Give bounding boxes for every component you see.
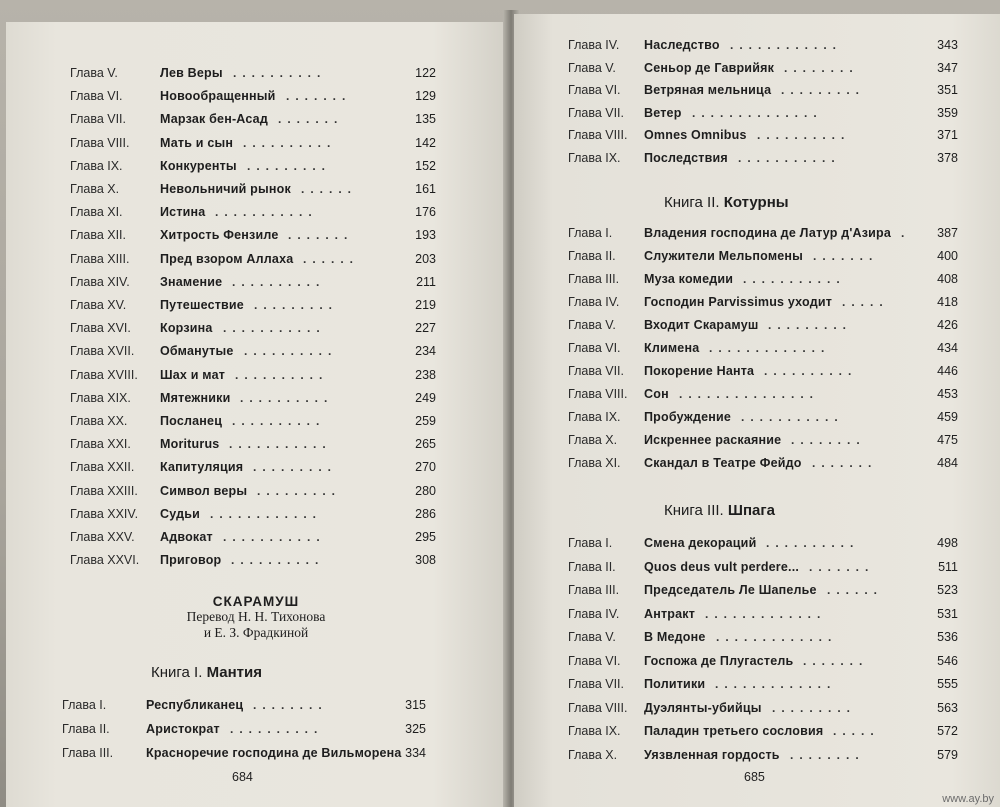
toc-chapter-label: Глава II. (568, 249, 616, 263)
toc-chapter-label: Глава XXIV. (70, 506, 139, 521)
book-3-prefix: Книга III. (664, 502, 724, 519)
book-2-heading (664, 194, 789, 211)
toc-title: Уязвленная гордость (644, 747, 780, 762)
toc-entry (568, 697, 958, 719)
toc-leader-dots: ......... (247, 158, 332, 173)
toc-entry (70, 108, 436, 130)
toc-chapter-label: Глава XXVI. (70, 553, 140, 568)
toc-leader-dots: ........... (743, 272, 846, 286)
toc-entry (568, 603, 958, 625)
toc-page-number: 387 (937, 226, 958, 240)
toc-page-number: 122 (415, 66, 436, 80)
toc-chapter-label: Глава VIII. (568, 700, 628, 715)
toc-leader-dots: .......... (232, 274, 326, 289)
toc-entry (568, 673, 958, 695)
toc-leader-dots: ............. (715, 677, 837, 691)
toc-chapter-label: Глава X. (568, 433, 618, 447)
toc-title: Искреннее раскаяние (644, 433, 782, 447)
book-1-heading (151, 664, 262, 681)
toc-chapter-label: Глава IV. (568, 606, 620, 621)
toc-page-number: 259 (415, 414, 436, 428)
toc-page-number: 475 (937, 433, 958, 447)
toc-entry (568, 124, 958, 146)
toc-entry (70, 503, 436, 525)
toc-title: Мать и сын (160, 135, 234, 150)
toc-leader-dots: ............ (730, 38, 843, 52)
toc-chapter-label: Глава VII. (568, 364, 624, 378)
toc-chapter-label: Глава VII. (568, 105, 624, 120)
toc-leader-dots: .......... (233, 66, 327, 80)
toc-entry (568, 720, 958, 742)
toc-title: Смена декораций (644, 536, 757, 550)
toc-chapter-label: Глава III. (62, 746, 114, 760)
toc-entry (70, 340, 436, 362)
toc-chapter-label: Глава V. (568, 318, 616, 332)
toc-entry (62, 694, 426, 716)
toc-leader-dots: ............. (705, 606, 827, 621)
toc-entry (568, 626, 958, 648)
toc-chapter-label: Глава IX. (568, 150, 621, 165)
toc-entry (70, 480, 436, 502)
toc-leader-dots: ........... (738, 150, 841, 165)
toc-chapter-label: Глава I. (568, 536, 613, 550)
toc-leader-dots: ....... (809, 559, 875, 574)
toc-title: Omnes Omnibus (644, 128, 747, 142)
toc-title: Quos deus vult perdere... (644, 559, 800, 574)
toc-title: Антракт (644, 606, 696, 621)
toc-title: Moriturus (160, 437, 220, 452)
toc-page-number: 536 (937, 630, 958, 644)
toc-entry (568, 452, 958, 474)
book-3-name: Шпага (727, 502, 775, 519)
toc-leader-dots: .......... (232, 414, 326, 428)
toc-title: Республиканец (146, 698, 244, 712)
toc-entry (70, 317, 436, 339)
toc-leader-dots: ....... (278, 112, 344, 127)
toc-leader-dots: ............. (709, 341, 831, 355)
toc-leader-dots: ..... (842, 295, 889, 309)
toc-chapter-label: Глава XIII. (70, 251, 130, 266)
toc-entry (70, 85, 436, 107)
toc-leader-dots: ....... (813, 249, 879, 263)
toc-entry (568, 360, 958, 382)
toc-chapter-label: Глава VI. (568, 83, 621, 97)
toc-entry (568, 222, 958, 244)
toc-chapter-label: Глава VIII. (568, 387, 628, 401)
toc-page-number: 315 (405, 698, 426, 712)
toc-title: Сеньор де Гаврийяк (644, 60, 775, 75)
toc-chapter-label: Глава I. (568, 226, 613, 240)
toc-chapter-label: Глава I. (62, 698, 107, 712)
toc-page-number: 378 (937, 150, 958, 165)
toc-leader-dots: .......... (764, 364, 858, 378)
book-2-name: Котурны (723, 194, 789, 211)
toc-entry (568, 34, 958, 56)
book-2-prefix: Книга II. (664, 194, 720, 211)
toc-entry (568, 337, 958, 359)
toc-chapter-label: Глава IV. (568, 38, 620, 52)
toc-leader-dots: .......... (230, 722, 324, 736)
toc-page-number: 408 (937, 272, 958, 286)
toc-page-number: 142 (415, 135, 436, 150)
toc-leader-dots: . (901, 226, 911, 240)
toc-leader-dots: ........ (791, 433, 866, 447)
toc-page-number: 135 (415, 112, 436, 127)
toc-entry (568, 57, 958, 79)
toc-entry (62, 742, 426, 764)
toc-chapter-label: Глава V. (568, 60, 616, 75)
toc-chapter-label: Глава IX. (568, 724, 621, 738)
toc-entry (70, 155, 436, 177)
toc-page-number: 295 (415, 530, 436, 544)
toc-chapter-label: Глава VIII. (70, 135, 130, 150)
toc-page-number: 334 (405, 746, 426, 760)
toc-chapter-label: Глава VI. (70, 89, 123, 104)
toc-leader-dots: .......... (244, 344, 338, 359)
toc-title: Посланец (160, 414, 223, 428)
toc-chapter-label: Глава VI. (568, 653, 621, 668)
toc-leader-dots: ...... (301, 182, 358, 196)
toc-leader-dots: ..... (833, 724, 880, 738)
novel-title-block (156, 594, 356, 641)
toc-entry (568, 406, 958, 428)
toc-title: Судьи (160, 506, 200, 521)
toc-leader-dots: .......... (766, 536, 860, 550)
toc-page-number: 546 (937, 653, 958, 668)
toc-page-number: 531 (937, 606, 958, 621)
toc-title: Приговор (160, 553, 222, 568)
toc-entry (70, 132, 436, 154)
toc-leader-dots: ....... (812, 456, 878, 470)
toc-leader-dots: ........ (784, 60, 859, 75)
toc-entry (568, 383, 958, 405)
toc-page-number: 371 (937, 128, 958, 142)
toc-title: Владения господина де Латур д'Азира (644, 226, 892, 240)
toc-title: Климена (644, 341, 700, 355)
toc-entry (568, 291, 958, 313)
toc-title: Марзак бен-Асад (160, 112, 268, 127)
toc-chapter-label: Глава XV. (70, 298, 127, 312)
toc-entry (568, 429, 958, 451)
toc-entry (70, 248, 436, 270)
toc-leader-dots: ........... (229, 437, 332, 452)
toc-entry (70, 201, 436, 223)
toc-entry (70, 178, 436, 200)
book-1-prefix: Книга I. (151, 664, 203, 681)
translation-line-2: и Е. З. Фрадкиной (203, 625, 309, 640)
toc-entry (70, 549, 436, 571)
toc-page-number: 193 (415, 228, 436, 243)
toc-leader-dots: ....... (286, 89, 352, 104)
toc-leader-dots: .......... (231, 553, 325, 568)
toc-page-number: 176 (415, 205, 436, 220)
book-3-heading (664, 502, 775, 519)
toc-page-number: 238 (415, 367, 436, 382)
watermark: www.ay.by (942, 793, 994, 805)
toc-leader-dots: ...... (827, 583, 884, 597)
toc-page-number: 325 (405, 722, 426, 736)
toc-title: Мятежники (160, 390, 231, 405)
toc-title: Покорение Нанта (644, 364, 755, 378)
toc-entry (70, 410, 436, 432)
toc-title: Шах и мат (160, 367, 226, 382)
toc-entry (70, 526, 436, 548)
toc-entry (62, 718, 426, 740)
toc-leader-dots: ....... (803, 653, 869, 668)
toc-chapter-label: Глава X. (568, 747, 618, 762)
toc-chapter-label: Глава VII. (70, 112, 126, 127)
toc-chapter-label: Глава V. (568, 630, 616, 644)
left-page (6, 22, 508, 807)
toc-title: Невольничий рынок (160, 182, 291, 196)
toc-page-number: 270 (415, 460, 436, 475)
toc-chapter-label: Глава X. (70, 182, 120, 196)
toc-page-number: 453 (937, 387, 958, 401)
toc-page-number: 511 (938, 559, 958, 574)
toc-chapter-label: Глава XI. (70, 205, 123, 220)
toc-page-number: 211 (416, 274, 436, 289)
toc-page-number: 203 (415, 251, 436, 266)
translation-line-1: Перевод Н. Н. Тихонова (186, 609, 326, 624)
toc-page-number: 234 (415, 344, 436, 359)
toc-chapter-label: Глава XI. (568, 456, 621, 470)
toc-chapter-label: Глава XXII. (70, 460, 135, 475)
toc-chapter-label: Глава II. (568, 559, 616, 574)
toc-page-number: 308 (415, 553, 436, 568)
toc-leader-dots: ........... (215, 205, 318, 220)
toc-title: Пробуждение (644, 410, 732, 424)
toc-leader-dots: ........ (253, 698, 328, 712)
toc-title: Пред взором Аллаха (160, 251, 294, 266)
toc-chapter-label: Глава XVI. (70, 321, 131, 336)
toc-title: Обманутые (160, 344, 234, 359)
toc-chapter-label: Глава XXIII. (70, 483, 138, 498)
toc-page-number: 249 (415, 390, 436, 405)
toc-page-number: 286 (415, 506, 436, 521)
toc-title: Знамение (160, 274, 223, 289)
toc-page-number: 446 (937, 364, 958, 378)
toc-leader-dots: .......... (757, 128, 851, 142)
toc-page-number: 563 (937, 700, 958, 715)
toc-leader-dots: ........... (223, 530, 326, 544)
toc-chapter-label: Глава III. (568, 583, 620, 597)
toc-entry (70, 433, 436, 455)
toc-chapter-label: Глава XII. (70, 228, 126, 243)
toc-page-number: 572 (937, 724, 958, 738)
toc-page-number: 434 (937, 341, 958, 355)
toc-entry (70, 224, 436, 246)
toc-title: В Медоне (644, 630, 706, 644)
toc-page-number: 400 (937, 249, 958, 263)
toc-entry (568, 650, 958, 672)
toc-entry (568, 79, 958, 101)
toc-chapter-label: Глава VIII. (568, 128, 628, 142)
toc-title: Корзина (160, 321, 213, 336)
right-folio: 685 (744, 770, 765, 784)
toc-entry (70, 294, 436, 316)
toc-entry (568, 579, 958, 601)
toc-chapter-label: Глава XXV. (70, 530, 135, 544)
toc-page-number: 418 (937, 295, 958, 309)
toc-title: Сон (644, 387, 669, 401)
toc-title: Аристократ (146, 722, 220, 736)
toc-chapter-label: Глава VII. (568, 677, 624, 691)
toc-title: Новообращенный (160, 89, 276, 104)
toc-chapter-label: Глава VI. (568, 341, 621, 355)
toc-leader-dots: ............... (679, 387, 820, 401)
toc-title: Конкуренты (160, 158, 237, 173)
toc-title: Служители Мельпомены (644, 249, 804, 263)
toc-page-number: 523 (937, 583, 958, 597)
toc-leader-dots: .......... (240, 390, 334, 405)
toc-page-number: 359 (937, 105, 958, 120)
right-page (514, 14, 1000, 807)
toc-title: Председатель Ле Шапелье (644, 583, 817, 597)
toc-title: Лев Веры (160, 66, 223, 80)
toc-title: Паладин третьего сословия (644, 724, 824, 738)
toc-leader-dots: ........... (741, 410, 844, 424)
toc-leader-dots: ......... (257, 483, 342, 498)
toc-leader-dots: .............. (692, 105, 823, 120)
toc-entry (568, 268, 958, 290)
toc-leader-dots: .......... (243, 135, 337, 150)
toc-leader-dots: ............ (210, 506, 323, 521)
toc-leader-dots: ......... (768, 318, 853, 332)
toc-chapter-label: Глава IX. (70, 158, 123, 173)
toc-entry (70, 364, 436, 386)
toc-title: Путешествие (160, 298, 244, 312)
toc-chapter-label: Глава III. (568, 272, 620, 286)
toc-entry (568, 744, 958, 766)
toc-title: Хитрость Фензиле (160, 228, 279, 243)
toc-leader-dots: ....... (288, 228, 354, 243)
toc-title: Наследство (644, 38, 720, 52)
toc-leader-dots: ............. (716, 630, 838, 644)
toc-page-number: 265 (415, 437, 436, 452)
toc-title: Муза комедии (644, 272, 734, 286)
toc-page-number: 347 (937, 60, 958, 75)
toc-title: Ветер (644, 105, 682, 120)
toc-page-number: 351 (937, 83, 958, 97)
toc-leader-dots: ...... (303, 251, 360, 266)
toc-chapter-label: Глава XVII. (70, 344, 135, 359)
toc-leader-dots: ......... (253, 460, 338, 475)
toc-page-number: 161 (415, 182, 436, 196)
toc-page-number: 219 (415, 298, 436, 312)
novel-title: СКАРАМУШ (212, 594, 300, 609)
toc-entry (568, 314, 958, 336)
toc-title: Входит Скарамуш (644, 318, 759, 332)
toc-entry (568, 245, 958, 267)
toc-leader-dots: ........ (790, 747, 865, 762)
toc-title: Госпожа де Плугастель (644, 653, 794, 668)
toc-chapter-label: Глава XXI. (70, 437, 131, 452)
toc-leader-dots: .......... (235, 367, 329, 382)
toc-chapter-label: Глава II. (62, 722, 110, 736)
toc-leader-dots: ......... (254, 298, 339, 312)
toc-title: Истина (160, 205, 206, 220)
toc-entry (70, 62, 436, 84)
book-1-name: Мантия (206, 664, 262, 681)
toc-leader-dots: ......... (772, 700, 857, 715)
toc-page-number: 484 (937, 456, 958, 470)
toc-entry (568, 147, 958, 169)
toc-title: Адвокат (160, 530, 213, 544)
toc-chapter-label: Глава IX. (568, 410, 621, 424)
toc-entry (70, 387, 436, 409)
toc-page-number: 280 (415, 483, 436, 498)
toc-chapter-label: Глава XIV. (70, 274, 130, 289)
toc-page-number: 579 (937, 747, 958, 762)
toc-title: Господин Parvissimus уходит (644, 295, 833, 309)
toc-chapter-label: Глава XVIII. (70, 367, 138, 382)
toc-page-number: 555 (937, 677, 958, 691)
toc-chapter-label: Глава XX. (70, 414, 128, 428)
toc-entry (70, 271, 436, 293)
toc-chapter-label: Глава IV. (568, 295, 620, 309)
toc-title: Красноречие господина де Вильморена (146, 746, 402, 760)
toc-title: Капитуляция (160, 460, 244, 475)
toc-page-number: 227 (415, 321, 436, 336)
toc-chapter-label: Глава V. (70, 66, 118, 80)
toc-title: Скандал в Театре Фейдо (644, 456, 802, 470)
left-folio: 684 (232, 770, 253, 784)
toc-page-number: 498 (937, 536, 958, 550)
toc-title: Дуэлянты-убийцы (644, 700, 762, 715)
toc-title: Ветряная мельница (644, 83, 772, 97)
toc-page-number: 343 (937, 38, 958, 52)
toc-page-number: 152 (415, 158, 436, 173)
toc-leader-dots: ......... (781, 83, 866, 97)
toc-title: Символ веры (160, 483, 248, 498)
toc-entry (568, 532, 958, 554)
toc-title: Политики (644, 677, 706, 691)
toc-chapter-label: Глава XIX. (70, 390, 131, 405)
toc-title: Последствия (644, 150, 728, 165)
toc-page-number: 459 (937, 410, 958, 424)
toc-page-number: 129 (415, 89, 436, 104)
toc-entry (568, 556, 958, 578)
toc-page-number: 426 (937, 318, 958, 332)
toc-entry (70, 456, 436, 478)
toc-entry (568, 102, 958, 124)
toc-leader-dots: ........... (223, 321, 326, 336)
